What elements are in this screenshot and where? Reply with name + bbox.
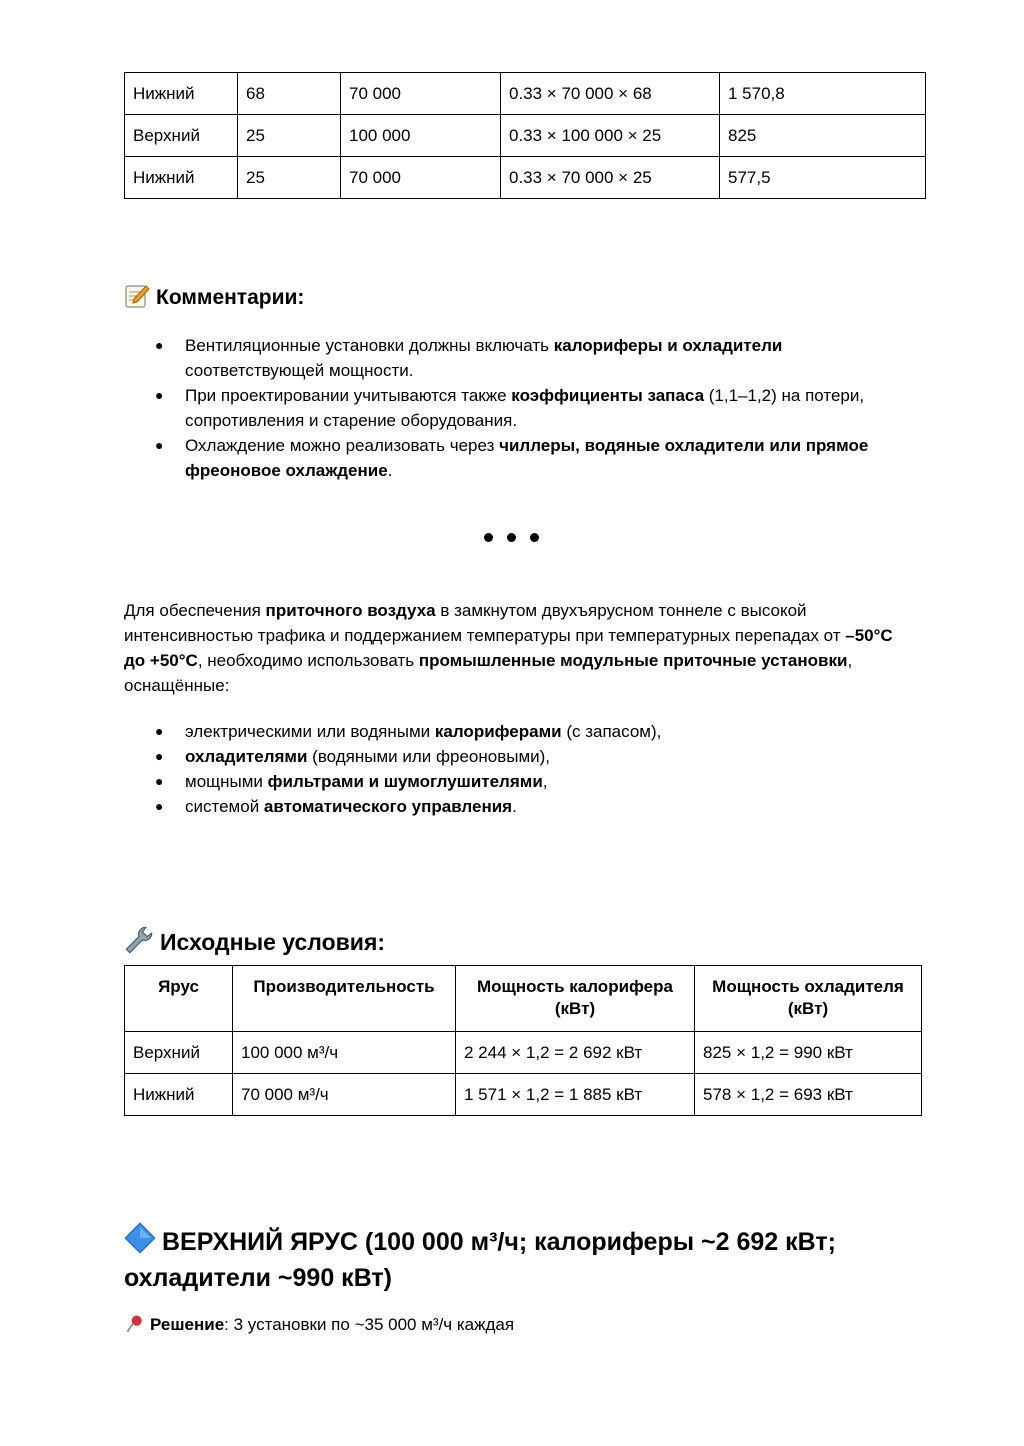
table-cell: 100 000 [341, 115, 501, 157]
upper-tier-heading: ВЕРХНИЙ ЯРУС (100 000 м³/ч; калориферы ~2 692 кВт; охладители ~990 кВт) [124, 1222, 904, 1296]
solution-line: Решение: 3 установки по ~35 000 м³/ч каждая [124, 1312, 914, 1337]
column-header: Производительность [233, 966, 456, 1032]
table-cell: 825 × 1,2 = 990 кВт [695, 1032, 922, 1074]
memo-icon [124, 283, 150, 309]
table-cell: 1 571 × 1,2 = 1 885 кВт [456, 1074, 695, 1116]
table-cell: Верхний [125, 115, 238, 157]
conditions-heading: Исходные условия: [124, 925, 385, 956]
table-row [125, 1032, 922, 1074]
table-cell: 0.33 × 70 000 × 25 [501, 157, 720, 199]
table-cell: Верхний [125, 1032, 233, 1074]
table-cell: 0.33 × 70 000 × 68 [501, 73, 720, 115]
table-cell: 25 [238, 157, 341, 199]
list-item: ● Вентиляционные установки должны включать калориферы и охладители соответствующей мощности. [155, 333, 885, 383]
column-header: Мощность калорифера (кВт) [456, 966, 695, 1032]
table-cell: 70 000 [341, 157, 501, 199]
conditions-table [124, 965, 922, 1116]
list-item: ● охладителями (водяными или фреоновыми), [155, 744, 885, 769]
table-cell: 68 [238, 73, 341, 115]
table-cell: Нижний [125, 73, 238, 115]
wrench-icon [124, 925, 154, 955]
table-row [125, 157, 926, 199]
table-cell: 100 000 м³/ч [233, 1032, 456, 1074]
list-item: ● При проектировании учитываются также коэффициенты запаса (1,1–1,2) на потери, сопротивления и старение оборудования. [155, 383, 885, 433]
table-cell: 2 244 × 1,2 = 2 692 кВт [456, 1032, 695, 1074]
intro-paragraph: Для обеспечения приточного воздуха в замкнутом двухъярусном тоннеле с высокой интенсивностью трафика и поддержанием температуры при температурных перепадах от –50°C до +50°C, необходимо использовать промышленные модульные приточные установки, оснащённые: [124, 601, 893, 695]
table-cell: 70 000 [341, 73, 501, 115]
table-cell: 577,5 [720, 157, 926, 199]
table-cell: 0.33 × 100 000 × 25 [501, 115, 720, 157]
table-cell: 1 570,8 [720, 73, 926, 115]
blue-diamond-icon [124, 1222, 156, 1254]
table-row [125, 1074, 922, 1116]
list-item: ● мощными фильтрами и шумоглушителями, [155, 769, 885, 794]
table-cell: 70 000 м³/ч [233, 1074, 456, 1116]
table-cell: 825 [720, 115, 926, 157]
table-row [125, 73, 926, 115]
table-cell: 578 × 1,2 = 693 кВт [695, 1074, 922, 1116]
table-row [125, 115, 926, 157]
column-header: Мощность охладителя (кВт) [695, 966, 922, 1032]
section-separator [484, 533, 539, 542]
list-item: ● системой автоматического управления. [155, 794, 885, 819]
list-item: ● Охлаждение можно реализовать через чиллеры, водяные охладители или прямое фреоновое охлаждение. [155, 433, 885, 483]
equipment-list [155, 719, 885, 819]
table-cell: Нижний [125, 1074, 233, 1116]
results-table [124, 72, 926, 199]
comments-list [155, 333, 885, 483]
pushpin-icon [124, 1313, 146, 1335]
list-item: ● электрическими или водяными калориферами (с запасом), [155, 719, 885, 744]
column-header: Ярус [125, 966, 233, 1032]
table-cell: Нижний [125, 157, 238, 199]
table-cell: 25 [238, 115, 341, 157]
comments-heading: Комментарии: [124, 283, 304, 312]
